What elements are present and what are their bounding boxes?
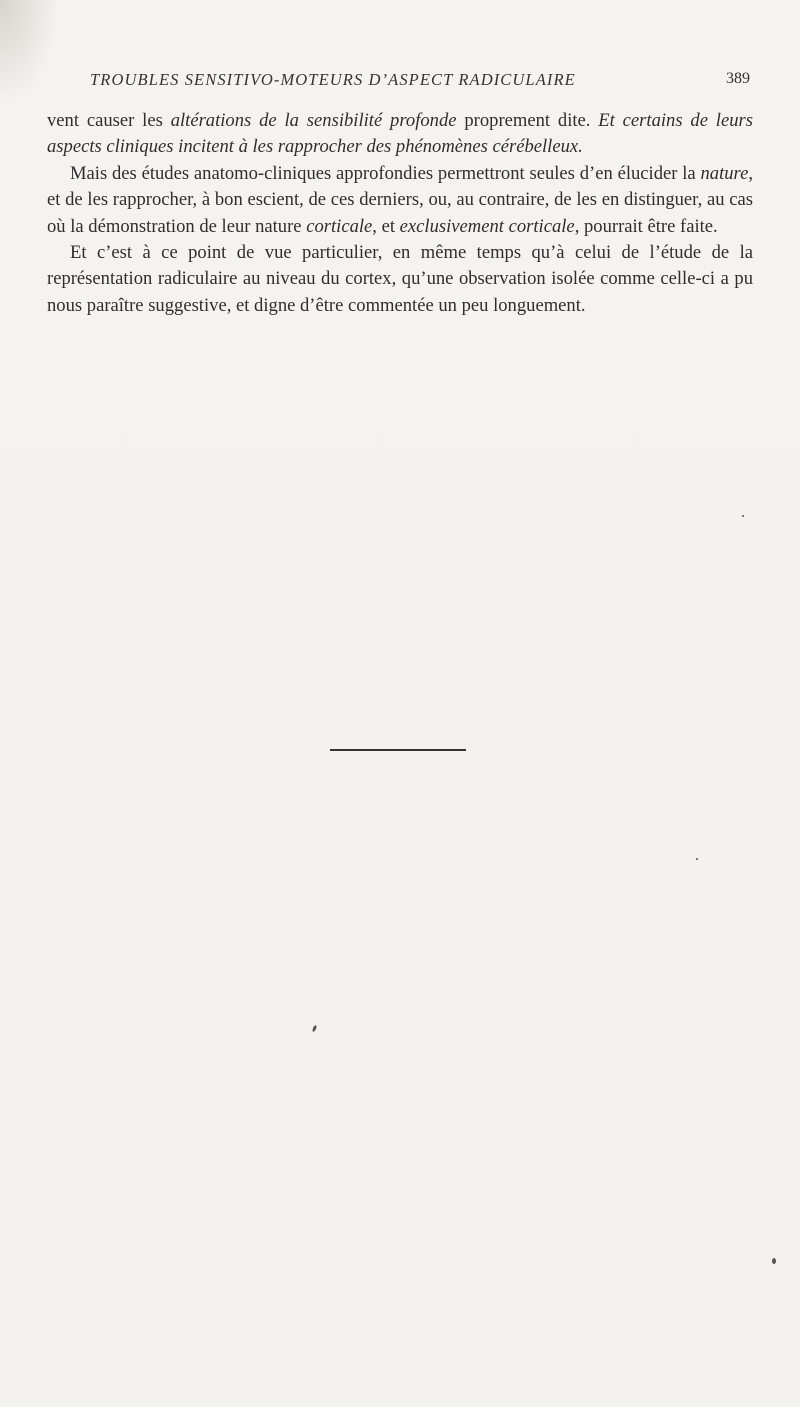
section-end-rule xyxy=(330,749,466,751)
text-segment: vent causer les xyxy=(47,110,171,131)
text-segment: Mais des études anatomo-cliniques approfondies permettront seules d’en élucider la xyxy=(70,162,701,184)
text-segment: , et xyxy=(372,215,400,237)
ink-speck xyxy=(312,1025,318,1033)
italic-segment: exclusivement corticale xyxy=(399,215,575,237)
paragraph xyxy=(47,240,753,319)
text-segment: , et de les rapprocher, à bon escient, de ces derniers, ou, au contraire, de les en distinguer, au cas où la démonstration de leur nature xyxy=(47,162,753,237)
italic-segment: altérations de la sensibilité profonde xyxy=(170,110,457,131)
ink-speck xyxy=(772,1258,776,1264)
running-head: TROUBLES SENSITIVO-MOTEURS D’ASPECT RADICULAIRE xyxy=(90,70,576,89)
ink-speck xyxy=(742,515,744,517)
text-segment: , pourrait être faite. xyxy=(574,215,718,237)
italic-segment: nature xyxy=(700,162,749,184)
ink-speck xyxy=(696,858,698,860)
page-header xyxy=(90,70,750,94)
body-text xyxy=(47,108,753,319)
paragraph xyxy=(47,161,753,240)
text-segment: proprement dite. xyxy=(456,110,599,131)
text-segment: Et c’est à ce point de vue particulier, en même temps qu’à celui de l’étude de la représentation radiculaire au niveau du cortex, qu’une observation isolée comme celle-ci a pu nous paraître suggestive, et digne d’être commentée un peu longuement. xyxy=(47,242,753,316)
paragraph xyxy=(47,108,753,161)
italic-segment: Et certains de leurs aspects cliniques incitent à les rapprocher des phénomènes cérébelleux. xyxy=(47,110,753,158)
page-number: 389 xyxy=(726,70,750,87)
italic-segment: corticale xyxy=(306,215,373,237)
